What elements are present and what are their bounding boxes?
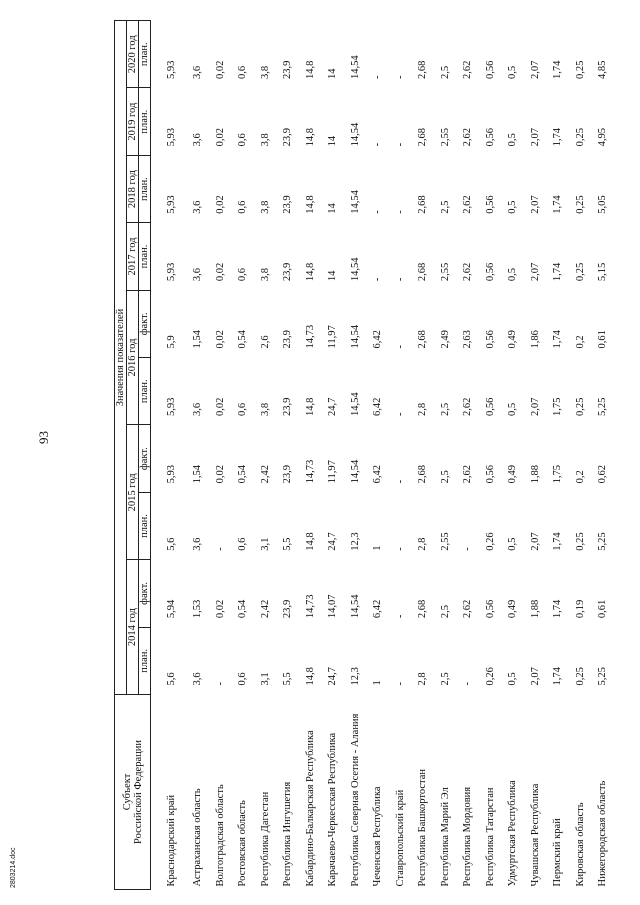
value-cell: 2,07 (529, 60, 541, 79)
value-cell: 0,6 (237, 402, 249, 416)
value-cell: - (394, 277, 406, 282)
value-cell: 2,68 (417, 262, 429, 282)
value-cell: 0,54 (237, 464, 249, 484)
value-cell: - (462, 547, 474, 551)
table-row (276, 21, 299, 890)
table-row (591, 21, 614, 890)
value-cell: 2,68 (417, 330, 429, 349)
value-cell: 2,62 (462, 195, 474, 214)
value-cell: 3,6 (192, 537, 204, 551)
subject-name-cell: Республика Северная Осетия - Алания (349, 713, 361, 887)
table-row (456, 21, 479, 890)
value-cell: 5,5 (282, 672, 294, 686)
value-cell: 6,42 (372, 599, 384, 619)
value-cell: 2,07 (529, 667, 541, 686)
value-cell: 3,1 (259, 537, 271, 551)
subject-name-cell: Волгоградская область (214, 784, 226, 887)
value-cell: 2,68 (417, 599, 429, 619)
value-cell: 14,54 (349, 459, 361, 484)
subject-name-cell: Пермский край (552, 818, 564, 887)
value-cell: 5,93 (166, 195, 178, 214)
subject-name-cell: Нижегородская область (597, 780, 609, 887)
subject-name-cell: Республика Мордовия (462, 786, 474, 887)
value-cell: 1,74 (552, 60, 564, 79)
value-cell: 0,5 (507, 200, 519, 214)
value-cell: 0,02 (214, 262, 226, 282)
value-cell: 0,25 (574, 532, 586, 551)
table-row (299, 21, 322, 890)
value-cell: 14 (327, 135, 339, 147)
subject-header (115, 695, 151, 890)
value-cell: 3,6 (192, 672, 204, 686)
value-cell: 14,54 (349, 190, 361, 214)
value-cell: 0,56 (484, 397, 496, 416)
value-cell: 0,6 (237, 537, 249, 551)
value-cell: 0,02 (214, 195, 226, 214)
table-row (151, 21, 187, 890)
value-cell: 23,9 (282, 262, 294, 282)
value-cell: 23,9 (282, 464, 294, 484)
value-cell: 3,1 (259, 672, 271, 686)
table-body (151, 21, 614, 890)
document-code: 2803214.doc (10, 847, 17, 888)
value-cell: 0,54 (237, 330, 249, 349)
value-cell: 3,6 (192, 402, 204, 416)
subject-name-cell: Республика Ингушетия (282, 781, 294, 887)
value-cell: 3,6 (192, 268, 204, 282)
value-cell: 1 (372, 545, 384, 551)
value-cell: 1,54 (192, 330, 204, 349)
value-cell: 6,42 (372, 330, 384, 349)
table-row (231, 21, 254, 890)
value-cell: 1,88 (529, 599, 541, 619)
value-cell: 5,93 (166, 397, 178, 416)
value-cell: 0,49 (507, 330, 519, 349)
value-cell: 2,07 (529, 397, 541, 416)
value-cell: 0,49 (507, 599, 519, 619)
value-cell: 5,25 (597, 397, 609, 416)
value-cell: 0,26 (484, 667, 496, 686)
table-header (115, 21, 151, 890)
table-row (546, 21, 569, 890)
value-cell: 3,8 (259, 65, 271, 79)
value-cell: 0,6 (237, 200, 249, 214)
year-header: 2015 год (127, 425, 139, 560)
value-cell: - (394, 142, 406, 147)
value-cell: 2,62 (462, 60, 474, 79)
value-cell: 0,6 (237, 672, 249, 686)
value-cell: 0,19 (574, 599, 586, 619)
value-cell: 3,8 (259, 402, 271, 416)
value-cell: 0,2 (574, 335, 586, 349)
value-cell: 5,05 (597, 195, 609, 214)
value-cell: 2,55 (439, 532, 451, 551)
value-cell: 1,74 (552, 128, 564, 147)
value-cell: - (372, 75, 384, 79)
value-cell: 1,75 (552, 397, 564, 416)
fact-header: факт. (139, 290, 151, 357)
value-cell: 5,9 (166, 335, 178, 349)
value-cell: 23,9 (282, 599, 294, 619)
value-cell: 5,6 (166, 537, 178, 551)
value-cell: - (394, 479, 406, 484)
table-row (434, 21, 457, 890)
value-cell: 0,56 (484, 195, 496, 214)
value-cell: 0,26 (484, 532, 496, 551)
value-cell: - (394, 210, 406, 214)
fact-header: факт. (139, 425, 151, 492)
value-cell: 14,54 (349, 392, 361, 416)
value-cell: 0,56 (484, 60, 496, 79)
value-cell: 0,5 (507, 268, 519, 282)
indicator-table (114, 20, 614, 890)
year-header: 2020 год (127, 21, 139, 88)
value-cell: 5,25 (597, 667, 609, 686)
value-cell: 0,5 (507, 65, 519, 79)
value-cell: 14 (327, 203, 339, 214)
value-cell: - (394, 345, 406, 349)
value-cell: 14,8 (304, 128, 316, 147)
value-cell: 2,49 (439, 330, 451, 349)
value-cell: 2,5 (439, 402, 451, 416)
value-cell: 0,25 (574, 262, 586, 282)
value-cell: 3,6 (192, 65, 204, 79)
value-cell: 2,07 (529, 128, 541, 147)
plan-header: план. (139, 627, 151, 694)
value-cell: 5,15 (597, 262, 609, 282)
table-row (366, 21, 389, 890)
value-cell: 0,25 (574, 397, 586, 416)
table-row (254, 21, 277, 890)
value-cell: 0,5 (507, 133, 519, 147)
value-cell: - (394, 614, 406, 619)
value-cell: 2,8 (417, 402, 429, 416)
value-cell: 1,86 (529, 330, 541, 349)
value-cell: 1,88 (529, 464, 541, 484)
value-cell: 1,74 (552, 330, 564, 349)
subject-name-cell: Чувашская Республика (529, 783, 541, 887)
table-row (411, 21, 434, 890)
value-cell: 0,61 (597, 330, 609, 349)
subject-name-cell: Удмуртская Республика (507, 780, 519, 887)
value-cell: 0,6 (237, 65, 249, 79)
value-cell: 12,3 (349, 667, 361, 686)
value-cell: 14,54 (349, 594, 361, 619)
value-cell: 14,8 (304, 667, 316, 686)
value-cell: - (394, 412, 406, 416)
year-header: 2016 год (127, 290, 139, 425)
subject-name-cell: Ростовская область (237, 800, 249, 887)
value-cell: 2,68 (417, 128, 429, 147)
subject-name-cell: Республика Дагестан (259, 791, 271, 887)
value-cell: 1,74 (552, 532, 564, 551)
value-cell: 0,6 (237, 268, 249, 282)
subject-name-cell: Кабардино-Балкарская Республика (304, 730, 316, 887)
value-cell: 0,56 (484, 330, 496, 349)
value-cell: 0,6 (237, 133, 249, 147)
value-cell: 2,42 (259, 599, 271, 619)
year-header: 2014 год (127, 560, 139, 695)
value-cell: 2,07 (529, 532, 541, 551)
subject-name-cell: Чеченская Республика (372, 786, 384, 887)
value-cell: 14,8 (304, 262, 316, 282)
value-cell: 0,25 (574, 60, 586, 79)
value-cell: 2,07 (529, 262, 541, 282)
value-cell: 2,62 (462, 599, 474, 619)
value-cell: 1,74 (552, 262, 564, 282)
value-cell: 5,6 (166, 672, 178, 686)
value-cell: 1,54 (192, 464, 204, 484)
value-cell: 3,8 (259, 133, 271, 147)
value-cell: 2,55 (439, 262, 451, 282)
subject-name-cell: Астраханская область (192, 788, 204, 887)
value-cell: 4,85 (597, 60, 609, 79)
value-cell: 0,25 (574, 195, 586, 214)
value-cell: 11,97 (327, 325, 339, 349)
value-cell: 0,56 (484, 599, 496, 619)
plan-header: план. (139, 358, 151, 425)
value-cell: 6,42 (372, 397, 384, 416)
subject-name-cell: Карачаево-Черкесская Республика (327, 732, 339, 887)
value-cell: - (372, 277, 384, 282)
value-cell: 23,9 (282, 60, 294, 79)
value-cell: 23,9 (282, 397, 294, 416)
table-row (389, 21, 412, 890)
value-cell: 2,5 (439, 672, 451, 686)
value-cell: 5,5 (282, 537, 294, 551)
value-cell: 1,74 (552, 195, 564, 214)
value-cell: 0,5 (507, 537, 519, 551)
value-cell: - (394, 547, 406, 551)
value-cell: 0,62 (597, 464, 609, 484)
value-cell: 0,02 (214, 330, 226, 349)
value-cell: 1,75 (552, 464, 564, 484)
value-cell: 0,2 (574, 470, 586, 484)
value-cell: 5,93 (166, 262, 178, 282)
value-cell: 2,6 (259, 335, 271, 349)
year-header: 2018 год (127, 155, 139, 222)
value-cell: 0,02 (214, 128, 226, 147)
table-row (501, 21, 524, 890)
value-cell: 2,62 (462, 464, 474, 484)
value-cell: 5,93 (166, 464, 178, 484)
value-cell: 2,63 (462, 330, 474, 349)
subject-header-line2: Российской Федерации (132, 740, 144, 844)
value-cell: 6,42 (372, 464, 384, 484)
plan-header: план. (139, 155, 151, 222)
value-cell: 14,54 (349, 257, 361, 282)
value-cell: 14,8 (304, 532, 316, 551)
value-cell: 11,97 (327, 460, 339, 484)
value-cell: 2,8 (417, 672, 429, 686)
subject-header-line1: Субъект (121, 773, 133, 811)
value-cell: 2,07 (529, 195, 541, 214)
value-cell: 24,7 (327, 397, 339, 416)
value-cell: 14,73 (304, 324, 316, 349)
value-cell: 5,93 (166, 128, 178, 147)
value-cell: 4,95 (597, 128, 609, 147)
year-header: 2017 год (127, 223, 139, 290)
value-cell: 14,8 (304, 60, 316, 79)
subject-name-cell: Кировская область (574, 802, 586, 887)
table-row (209, 21, 232, 890)
value-cell: 0,5 (507, 672, 519, 686)
value-cell: 23,9 (282, 330, 294, 349)
value-cell: 14,54 (349, 324, 361, 349)
value-cell: 23,9 (282, 128, 294, 147)
subject-name-cell: Республика Башкортостан (417, 768, 429, 887)
value-cell: - (372, 210, 384, 214)
fact-header: факт. (139, 560, 151, 627)
header-row-1 (115, 21, 127, 890)
subject-name-cell: Республика Татарстан (484, 787, 496, 887)
value-cell: 0,56 (484, 128, 496, 147)
value-cell: 2,5 (439, 65, 451, 79)
value-cell: - (394, 75, 406, 79)
year-header: 2019 год (127, 88, 139, 155)
table-row (524, 21, 547, 890)
value-cell: 2,62 (462, 128, 474, 147)
value-cell: 0,02 (214, 599, 226, 619)
value-cell: 0,56 (484, 464, 496, 484)
subject-name-cell: Краснодарский край (166, 794, 178, 887)
value-cell: 0,02 (214, 60, 226, 79)
plan-header: план. (139, 492, 151, 559)
value-cell: 1,74 (552, 599, 564, 619)
value-cell: 2,55 (439, 128, 451, 147)
value-cell: 3,6 (192, 200, 204, 214)
value-cell: 2,5 (439, 604, 451, 619)
value-cell: 2,62 (462, 397, 474, 416)
value-cell: 14,73 (304, 594, 316, 619)
value-cell: 2,42 (259, 464, 271, 484)
value-cell: 0,54 (237, 599, 249, 619)
value-cell: 5,25 (597, 532, 609, 551)
value-cell: - (462, 682, 474, 686)
value-cell: 0,02 (214, 397, 226, 416)
value-cell: 14,73 (304, 459, 316, 484)
value-cell: 0,49 (507, 464, 519, 484)
subject-name-cell: Ставропольский край (394, 789, 406, 887)
value-cell: 14,54 (349, 122, 361, 147)
value-cell: - (394, 682, 406, 686)
value-cell: 3,8 (259, 200, 271, 214)
value-cell: 0,02 (214, 464, 226, 484)
value-cell: 14 (327, 68, 339, 79)
value-cell: 14,8 (304, 195, 316, 214)
value-cell: 3,8 (259, 268, 271, 282)
subject-name-cell: Республика Марий Эл (439, 787, 451, 887)
value-cell: 1,53 (192, 599, 204, 619)
value-cell: 14 (327, 270, 339, 282)
value-cell: 2,68 (417, 60, 429, 79)
value-cell: 14,8 (304, 397, 316, 416)
value-cell: 12,3 (349, 532, 361, 551)
value-cell: 14,54 (349, 55, 361, 79)
value-cell: 2,8 (417, 537, 429, 551)
table-row (569, 21, 592, 890)
value-cell: 2,5 (439, 200, 451, 214)
value-cell: 2,68 (417, 195, 429, 214)
value-cell: 0,5 (507, 402, 519, 416)
value-cell: 1,74 (552, 667, 564, 686)
value-cell: 14,07 (327, 594, 339, 619)
value-cell: 5,93 (166, 60, 178, 79)
value-cell: 24,7 (327, 667, 339, 686)
value-cell: - (214, 682, 226, 686)
rotated-table-container (114, 20, 614, 890)
value-cell: 0,61 (597, 599, 609, 619)
plan-header: план. (139, 223, 151, 290)
plan-header: план. (139, 21, 151, 88)
value-cell: 24,7 (327, 532, 339, 551)
value-cell: 23,9 (282, 195, 294, 214)
value-cell: 2,62 (462, 262, 474, 282)
value-cell: 1 (372, 680, 384, 686)
value-cell: 3,6 (192, 133, 204, 147)
value-cell: 5,94 (166, 599, 178, 619)
plan-header: план. (139, 88, 151, 155)
value-cell: 0,56 (484, 262, 496, 282)
table-row (479, 21, 502, 890)
table-row (186, 21, 209, 890)
value-cell: 0,25 (574, 128, 586, 147)
value-cell: - (214, 547, 226, 551)
table-row (344, 21, 367, 890)
page-number: 93 (36, 431, 51, 444)
values-group-header: Значения показателей (115, 21, 127, 695)
value-cell: 2,5 (439, 470, 451, 484)
value-cell: - (372, 142, 384, 147)
value-cell: 2,68 (417, 464, 429, 484)
value-cell: 0,25 (574, 667, 586, 686)
table-row (321, 21, 344, 890)
